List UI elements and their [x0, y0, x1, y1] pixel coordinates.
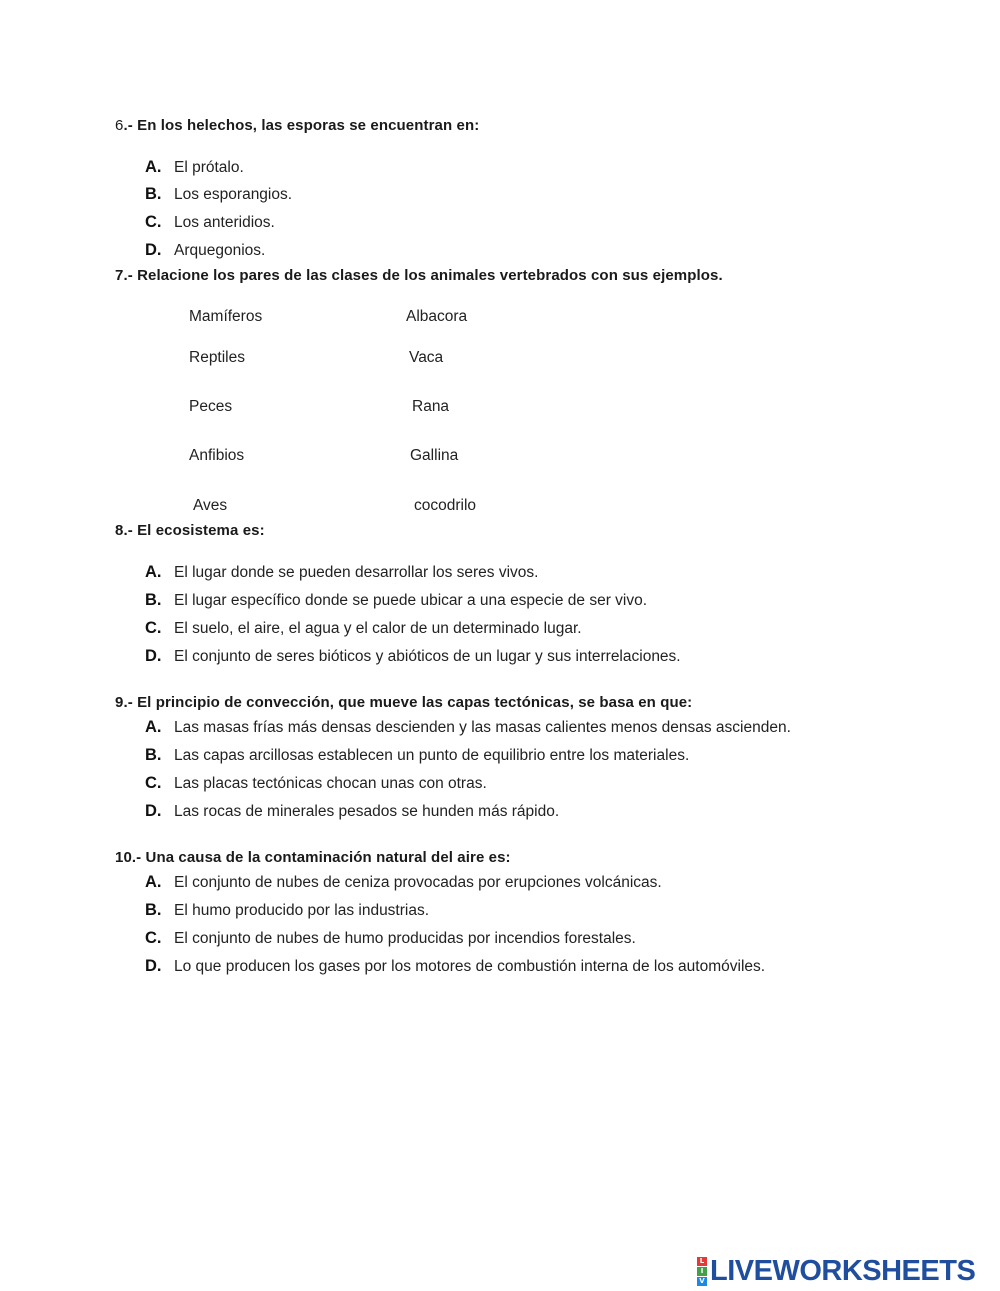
option-letter: B. — [145, 746, 162, 764]
match-left-item[interactable]: Peces — [189, 398, 233, 415]
match-right-item[interactable]: cocodrilo — [414, 497, 477, 514]
q6-option-b[interactable] — [145, 185, 292, 204]
option-letter: A. — [145, 158, 162, 176]
question-7-heading: 7.- Relacione los pares de las clases de los animales vertebrados con sus ejemplos. — [115, 267, 723, 284]
q6-option-a[interactable] — [145, 158, 244, 177]
match-right-item[interactable]: Gallina — [410, 447, 459, 464]
question-6-heading — [115, 117, 479, 134]
option-text: El lugar específico donde se puede ubicar a una especie de ser vivo. — [174, 592, 648, 609]
q10-option-c[interactable] — [145, 929, 636, 948]
option-text: Las capas arcillosas establecen un punto de equilibrio entre los materiales. — [174, 747, 690, 764]
option-text: Los anteridios. — [174, 214, 275, 231]
logo-text: LIVEWORKSHEETS — [710, 1254, 976, 1287]
option-letter: B. — [145, 901, 162, 919]
option-letter: A. — [145, 873, 162, 891]
question-10-heading: 10.- Una causa de la contaminación natural del aire es: — [115, 849, 511, 866]
option-text: El conjunto de nubes de ceniza provocadas por erupciones volcánicas. — [174, 874, 662, 891]
option-text: El suelo, el aire, el agua y el calor de un determinado lugar. — [174, 620, 582, 637]
question-9-heading: 9.- El principio de convección, que mueve las capas tectónicas, se basa en que: — [115, 694, 693, 711]
q10-option-d[interactable] — [145, 957, 765, 976]
q6-option-c[interactable] — [145, 213, 275, 232]
match-left-item[interactable]: Anfibios — [189, 447, 245, 464]
match-right-item[interactable]: Vaca — [409, 349, 444, 366]
option-letter: D. — [145, 957, 162, 975]
q6-option-d[interactable] — [145, 241, 265, 260]
q9-option-a[interactable] — [145, 718, 791, 737]
option-letter: C. — [145, 213, 162, 231]
q8-option-a[interactable] — [145, 563, 538, 582]
q10-option-a[interactable] — [145, 873, 662, 892]
question-6-number: 6 — [115, 117, 124, 134]
option-text: El lugar donde se pueden desarrollar los seres vivos. — [174, 564, 539, 581]
option-letter: D. — [145, 241, 162, 259]
option-letter: A. — [145, 563, 162, 581]
option-text: El prótalo. — [174, 159, 244, 176]
match-left-item[interactable]: Reptiles — [189, 349, 245, 366]
logo-mark-i: I — [697, 1267, 707, 1276]
option-letter: A. — [145, 718, 162, 736]
option-text: Los esporangios. — [174, 186, 293, 203]
option-text: El humo producido por las industrias. — [174, 902, 430, 919]
q8-option-b[interactable] — [145, 591, 647, 610]
option-text: Arquegonios. — [174, 242, 266, 259]
question-8-heading: 8.- El ecosistema es: — [115, 522, 265, 539]
q8-option-d[interactable] — [145, 647, 681, 666]
option-letter: C. — [145, 929, 162, 947]
option-text: Las placas tectónicas chocan unas con otras. — [174, 775, 487, 792]
q8-option-c[interactable] — [145, 619, 582, 638]
option-text: El conjunto de seres bióticos y abióticos de un lugar y sus interrelaciones. — [174, 648, 681, 665]
option-letter: B. — [145, 185, 162, 203]
logo-mark-icon — [697, 1257, 707, 1286]
option-letter: C. — [145, 619, 162, 637]
match-left-item[interactable]: Mamíferos — [189, 308, 263, 325]
q9-option-d[interactable] — [145, 802, 559, 821]
option-text: Las masas frías más densas descienden y las masas calientes menos densas ascienden. — [174, 719, 791, 736]
match-left-item[interactable]: Aves — [193, 497, 228, 514]
q9-option-b[interactable] — [145, 746, 689, 765]
q10-option-b[interactable] — [145, 901, 429, 920]
option-letter: D. — [145, 647, 162, 665]
liveworksheets-logo[interactable] — [697, 1254, 975, 1288]
logo-mark-v: V — [697, 1277, 707, 1286]
option-letter: B. — [145, 591, 162, 609]
match-right-item[interactable]: Albacora — [406, 308, 468, 325]
q9-option-c[interactable] — [145, 774, 487, 793]
match-right-item[interactable]: Rana — [412, 398, 450, 415]
option-text: Lo que producen los gases por los motores de combustión interna de los automóviles. — [174, 958, 766, 975]
option-text: Las rocas de minerales pesados se hunden más rápido. — [174, 803, 560, 820]
option-letter: D. — [145, 802, 162, 820]
question-6-text: .- En los helechos, las esporas se encuentran en: — [123, 117, 480, 134]
logo-mark-l: L — [697, 1257, 707, 1266]
option-letter: C. — [145, 774, 162, 792]
option-text: El conjunto de nubes de humo producidas por incendios forestales. — [174, 930, 636, 947]
